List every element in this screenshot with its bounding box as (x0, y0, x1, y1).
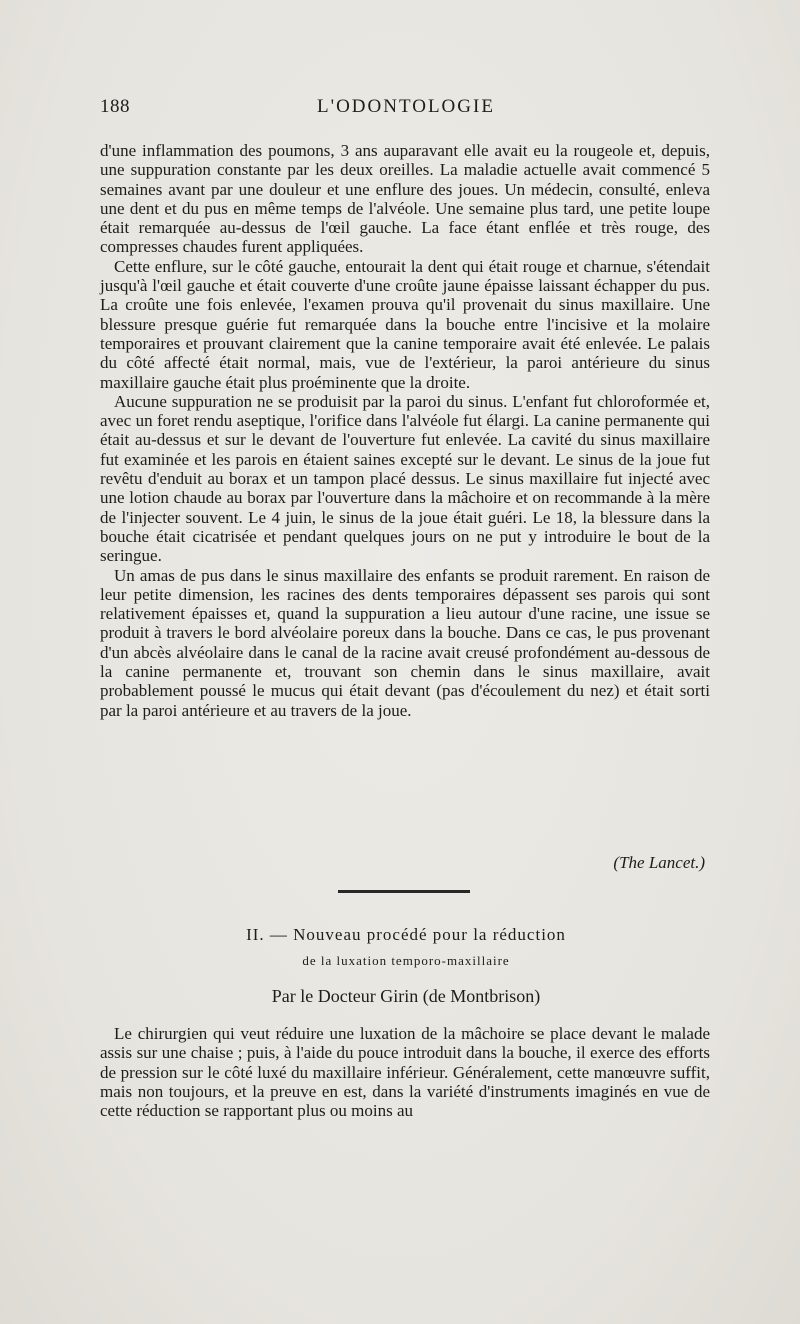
section-divider (338, 890, 470, 893)
paragraph: Cette enflure, sur le côté gauche, entourait la dent qui était rouge et charnue, s'étendait jusqu'à l'œil gauche et était couverte d'une croûte jaune épaisse laissant échapper du pus. La croûte une fois enlevée, l'examen prouva qu'il provenait du sinus maxillaire. Une blessure presque guérie fut remarquée dans la bouche entre l'incisive et la molaire temporaires et prouvant clairement que la canine temporaire avait été enlevée. Le palais du côté affecté était normal, mais, vue de l'extérieur, la paroi antérieure du sinus maxillaire gauche était plus proéminente que la droite. (100, 256, 710, 392)
page-header (100, 96, 712, 120)
running-title: L'ODONTOLOGIE (317, 96, 495, 117)
section-title: II. — Nouveau procédé pour la réduction (246, 925, 566, 944)
page-number: 188 (100, 96, 130, 117)
section-body (100, 1024, 710, 1120)
paragraph-continued: d'une inflammation des poumons, 3 ans auparavant elle avait eu la rougeole et, depuis, une suppuration constante par les deux oreilles. La maladie actuelle avait commencé 5 semaines avant par une douleur et une enflure des joues. Un médecin, consulté, enleva une dent et du pus en même temps de l'alvéole. Une semaine plus tard, une petite loupe était remarquée au-dessus de l'œil gauche. La face étant enflée et très rouge, des compresses chaudes furent appliquées. (100, 141, 710, 257)
paragraph: Aucune suppuration ne se produisit par la paroi du sinus. L'enfant fut chloroformée et, avec un foret rendu aseptique, l'orifice dans l'alvéole fut élargi. La canine permanente qui était au-dessus et sur le devant de l'ouverture fut enlevée. La cavité du sinus maxillaire fut examinée et les parois en étaient saines excepté sur le devant. Le sinus de la joue fut revêtu d'enduit au borax et un tampon placé dessus. Le sinus maxillaire fut injecté avec une lotion chaude au borax par l'ouverture dans la mâchoire et on recommande à la mère de l'injecter souvent. Le 4 juin, le sinus de la joue était guéri. Le 18, la blessure dans la bouche était cicatrisée et pendant quelques jours on ne put y introduire le bout de la seringue. (100, 391, 710, 566)
paragraph: Le chirurgien qui veut réduire une luxation de la mâchoire se place devant le malade assis sur une chaise ; puis, à l'aide du pouce introduit dans la bouche, il exerce des efforts de pression sur le côté luxé du maxillaire inférieur. Généralement, cette manœuvre suffit, mais non toujours, et la preuve en est, dans la variété d'instruments imaginés en vue de cette réduction se rapportant plus ou moins au (100, 1024, 710, 1121)
source-citation: (The Lancet.) (613, 853, 705, 872)
author-byline: Par le Docteur Girin (de Montbrison) (271, 986, 541, 1006)
article-body (100, 141, 710, 720)
section-subtitle: de la luxation temporo-maxillaire (302, 953, 510, 968)
paragraph: Un amas de pus dans le sinus maxillaire des enfants se produit rarement. En raison de leur petite dimension, les racines des dents temporaires dépassent ses parois qui sont relativement épaisses et, quand la suppuration a lieu autour d'une racine, une issue se produit à travers le bord alvéolaire poreux dans la bouche. Dans ce cas, le pus provenant d'un abcès alvéolaire dans le canal de la racine avait creusé profondément au-dessous de la canine permanente et, trouvant son chemin dans le sinus maxillaire, avait probablement poussé le mucus qui était devant (pas d'écoulement du nez) et était sorti par la paroi antérieure et au travers de la joue. (100, 565, 710, 720)
